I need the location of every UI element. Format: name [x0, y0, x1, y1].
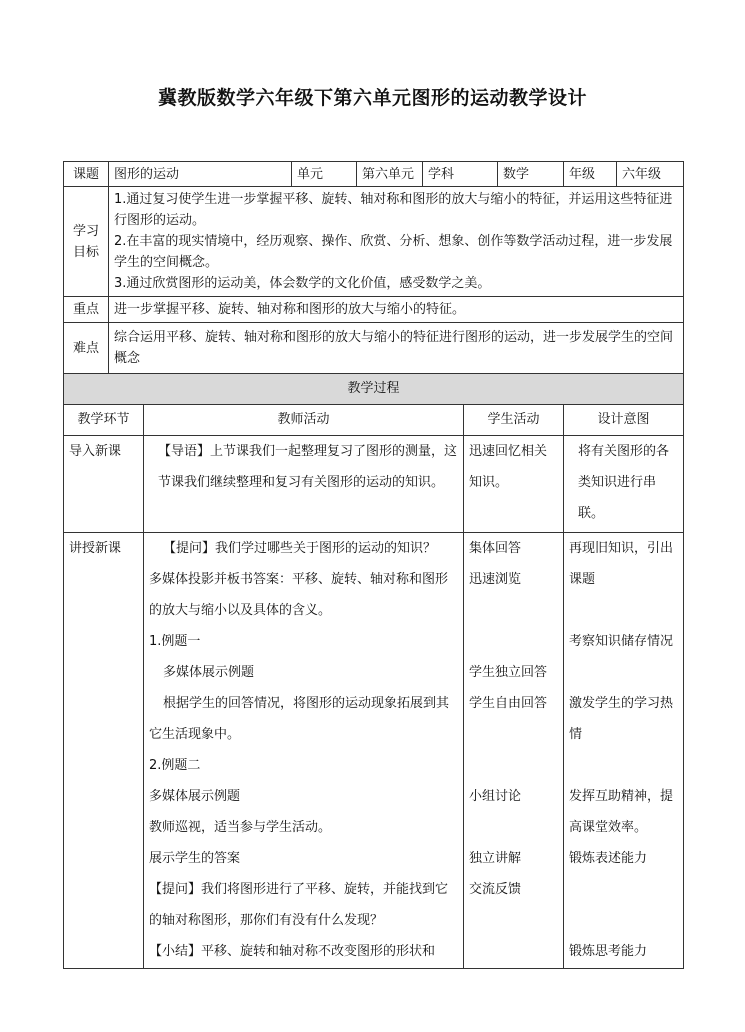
- design-line: 发挥互助精神，提高课堂效率。: [569, 789, 674, 835]
- info-row: [64, 162, 684, 187]
- objectives-cell: [109, 187, 684, 297]
- process-column-header-row: [64, 405, 684, 436]
- design-line: 锻炼思考能力: [569, 944, 648, 959]
- student-line: 独立讲解: [469, 851, 522, 866]
- objective-item: 3.通过欣赏图形的运动美，体会数学的文化价值，感受数学之美。: [114, 276, 491, 291]
- lecture-teacher-activity: [144, 533, 464, 969]
- column-header-student: 学生活动: [464, 405, 564, 436]
- column-header-stage: 教学环节: [64, 405, 144, 436]
- objective-item: 1.通过复习使学生进一步掌握平移、旋转、轴对称和图形的放大与缩小的特征，并运用这些特征进行图形的运动。: [114, 192, 673, 228]
- design-line: 锻炼表述能力: [569, 851, 648, 866]
- student-line: 迅速浏览: [469, 572, 522, 587]
- objectives-label-line-1: 学习: [72, 223, 99, 239]
- design-line: 激发学生的学习热情: [569, 696, 674, 742]
- teacher-line: 【提问】我们学过哪些关于图形的运动的知识？: [163, 541, 437, 556]
- info-table: [63, 161, 684, 374]
- teacher-line: 教师巡视，适当参与学生活动。: [149, 820, 332, 835]
- design-line: 再现旧知识，引出课题: [569, 541, 674, 587]
- intro-stage: 导入新课: [64, 436, 144, 533]
- teacher-line: 多媒体展示例题: [163, 665, 255, 680]
- student-line: 集体回答: [469, 541, 522, 556]
- lecture-row: [64, 533, 684, 969]
- unit-value: 第六单元: [357, 162, 423, 187]
- grade-value: 六年级: [617, 162, 684, 187]
- column-header-teacher: 教师活动: [144, 405, 464, 436]
- difficulty-label: 难点: [64, 323, 109, 374]
- course-label: 课题: [64, 162, 109, 187]
- objective-item: 2.在丰富的现实情境中，经历观察、操作、欣赏、分析、想象、创作等数学活动过程，进一步发展学生的空间概念。: [114, 234, 673, 270]
- student-line: 学生自由回答: [469, 696, 548, 711]
- page-title: 冀教版数学六年级下第六单元图形的运动教学设计: [157, 87, 587, 109]
- difficulty-value: 综合运用平移、旋转、轴对称和图形的放大与缩小的特征进行图形的运动，进一步发展学生的空间概念: [109, 323, 684, 374]
- intro-teacher-activity: 【导语】上节课我们一起整理复习了图形的测量，这节课我们继续整理和复习有关图形的运动的知识。: [144, 436, 464, 533]
- teacher-line: 根据学生的回答情况，将图形的运动现象拓展到其它生活现象中。: [149, 696, 450, 742]
- subject-label: 学科: [423, 162, 498, 187]
- teacher-line: 多媒体投影并板书答案：平移、旋转、轴对称和图形的放大与缩小以及具体的含义。: [149, 572, 449, 618]
- column-header-design: 设计意图: [564, 405, 684, 436]
- unit-label: 单元: [292, 162, 357, 187]
- subject-value: 数学: [498, 162, 564, 187]
- teacher-line: 2.例题二: [149, 758, 201, 773]
- teacher-line: 1.例题一: [149, 634, 201, 649]
- teacher-line: 展示学生的答案: [149, 851, 241, 866]
- lecture-design-intent: [564, 533, 684, 969]
- lecture-stage: 讲授新课: [64, 533, 144, 969]
- lecture-student-activity: [464, 533, 564, 969]
- student-line: 学生独立回答: [469, 665, 548, 680]
- design-line: 考察知识储存情况: [569, 634, 674, 649]
- objectives-row: [64, 187, 684, 297]
- key-point-label: 重点: [64, 297, 109, 323]
- process-heading: 教学过程: [64, 374, 684, 405]
- teacher-line: 【提问】我们将图形进行了平移、旋转，并能找到它的轴对称图形，那你们有没有什么发现？: [149, 882, 449, 928]
- intro-design-intent: 将有关图形的各类知识进行串联。: [564, 436, 684, 533]
- teacher-line: 多媒体展示例题: [149, 789, 241, 804]
- objectives-label-line-2: 目标: [72, 244, 99, 260]
- intro-row: [64, 436, 684, 533]
- key-point-row: [64, 297, 684, 323]
- course-value: 图形的运动: [109, 162, 292, 187]
- difficulty-row: [64, 323, 684, 374]
- process-table: [63, 373, 684, 969]
- intro-student-activity: 迅速回忆相关知识。: [464, 436, 564, 533]
- grade-label: 年级: [564, 162, 617, 187]
- teacher-line: 【小结】平移、旋转和轴对称不改变图形的形状和: [149, 944, 436, 959]
- key-point-value: 进一步掌握平移、旋转、轴对称和图形的放大与缩小的特征。: [109, 297, 684, 323]
- student-line: 交流反馈: [469, 882, 522, 897]
- process-heading-row: [64, 374, 684, 405]
- student-line: 小组讨论: [469, 789, 522, 804]
- objectives-label: [64, 187, 109, 297]
